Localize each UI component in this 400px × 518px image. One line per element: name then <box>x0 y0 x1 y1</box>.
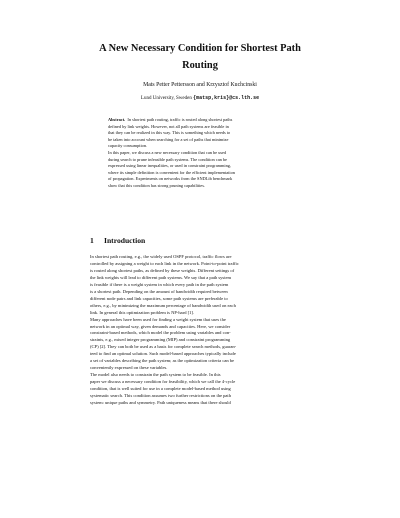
abstract-line: of propagation. Experiments on networks from the SNDLib benchmark <box>108 176 233 182</box>
body-text <box>90 254 322 407</box>
body-line: Many approaches have been used for finding a weight system that uses the <box>90 316 226 322</box>
section-number: 1 <box>90 236 94 245</box>
body-line: In shortest path routing, e.g., the widely used OSPF protocol, traffic flows are <box>90 254 232 259</box>
title-line: A New Necessary Condition for Shortest Path <box>99 43 301 54</box>
affiliation <box>40 95 360 102</box>
body-line: link. In general this optimization problem is NP-hard [1]. <box>90 309 195 315</box>
abstract-line: that they can be realized in this way. This is something which needs to <box>108 130 231 136</box>
body-line: controlled by assigning a weight to each link in the network. Point-to-point traffic <box>90 260 239 266</box>
abstract-line <box>108 117 320 124</box>
abstract-line: defined by link weights. However, not all path systems are feasible in <box>108 123 229 129</box>
body-line: different node pairs and link capacities, some path systems are preferable to <box>90 295 228 301</box>
abstract-label: Abstract. <box>108 117 126 122</box>
body-line: others, e.g., by minimizing the maximum percentage of bandwidth used on each <box>90 302 236 308</box>
body-line: network in an optimal way, given demands and capacities. Here, we consider <box>90 323 231 329</box>
abstract-line: In this paper, we discuss a new necessary condition that can be used <box>108 149 227 155</box>
body-line: teed to find an optimal solution. Such model-based approaches typically include <box>90 351 236 357</box>
body-line: systematic search. This condition assumes two further restrictions on the path <box>90 393 231 399</box>
body-line: is routed along shortest paths, as defined by these weights. Different settings of <box>90 267 235 273</box>
body-line: condition, that is well suited for use in a complete model-based method using <box>90 386 231 392</box>
affiliation-email: {matsp,kris}@cs.lth.se <box>193 95 260 101</box>
abstract-line: expressed using linear inequalities, or used in constraint programming, <box>108 163 232 169</box>
body-line: The model also needs to constrain the path system to be feasible. In this <box>90 372 221 378</box>
abstract <box>108 117 320 190</box>
abstract-line: where its simple definition is convenient for the efficient implementation <box>108 169 235 175</box>
body-line: a set of variables describing the path system; as the optimization criteria can be <box>90 358 235 364</box>
body-line: conveniently expressed on these variables. <box>90 365 168 371</box>
body-line: system: unique paths and symmetry. Path uniqueness means that there should <box>90 400 231 406</box>
abstract-line: capacity consumption. <box>108 143 148 149</box>
body-line: is feasible if there is a weight system in which every path in the path system <box>90 281 229 287</box>
body-line: the link weights will lead to different path systems. We say that a path system <box>90 274 232 280</box>
abstract-line: show that this condition has strong pruning capabilities. <box>108 182 205 188</box>
paper-title <box>40 40 360 74</box>
body-line: constraint-based methods, which model the problem using variables and con- <box>90 330 231 336</box>
section-title: Introduction <box>104 236 146 245</box>
body-line: is a shortest path. Depending on the amount of bandwidth required between <box>90 288 228 294</box>
authors: Mats Petter Pettersson and Krzysztof Kuchcinski <box>143 82 257 88</box>
section-heading <box>90 236 145 246</box>
affiliation-text: Lund University, Sweden <box>140 96 192 101</box>
abstract-line: during search to prune infeasible path systems. The condition can be <box>108 156 227 162</box>
abstract-line: be taken into account when searching for a set of paths that minimize <box>108 136 229 142</box>
abstract-first-line: In shortest path routing, traffic is routed along shortest paths <box>127 117 233 122</box>
body-line: paper we discuss a necessary condition for feasibility, which we call the 4-cycle <box>90 379 236 385</box>
title-line: Routing <box>182 60 218 71</box>
body-line: (CP) [2]. They can both be used as a basis for complete search methods, guaran- <box>90 344 237 350</box>
body-line: straints, e.g., mixed integer programming (MIP) and constraint programming <box>90 337 231 343</box>
